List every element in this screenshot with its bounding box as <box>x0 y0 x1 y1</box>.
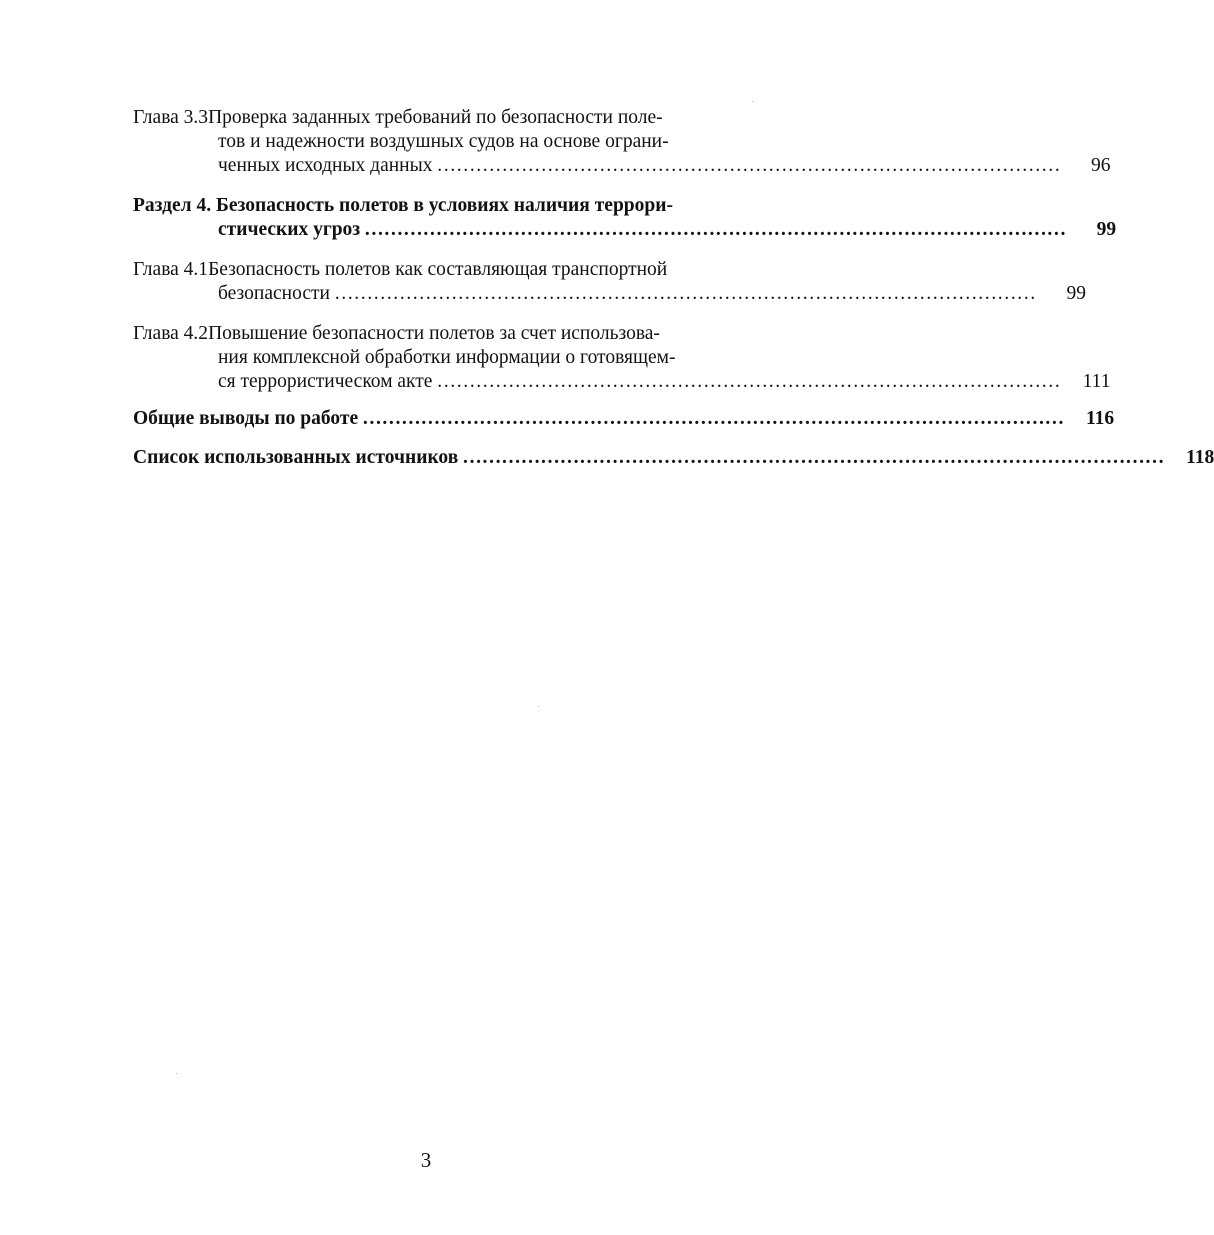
table-of-contents <box>133 106 1214 470</box>
scan-speck <box>752 101 753 102</box>
toc-leader-dots: ……………………………………………………………………………………………… <box>333 283 1036 304</box>
toc-entry-line: Проверка заданных требований по безопасности поле- <box>208 107 663 128</box>
toc-entry-prefix: Глава 3.3 <box>133 107 209 128</box>
page-number: 3 <box>420 1148 432 1172</box>
toc-page-number: 116 <box>1085 408 1115 429</box>
toc-entry-line: Общие выводы по работе <box>133 408 359 429</box>
toc-page-number: 99 <box>1066 283 1086 304</box>
toc-page-number: 111 <box>1082 371 1111 392</box>
toc-entry-line: Список использованных источников <box>133 447 459 468</box>
toc-entry-line: ся террористическом акте <box>218 371 433 392</box>
toc-entry-line: ченных исходных данных <box>218 155 433 176</box>
scan-speck <box>538 706 539 707</box>
toc-entry-chapter-4-1[interactable] <box>133 258 1086 306</box>
toc-entry-section-4[interactable] <box>133 194 1117 242</box>
toc-page-number: 99 <box>1096 219 1117 240</box>
toc-entry-prefix: Глава 4.2 <box>133 323 209 344</box>
toc-entry-chapter-3-3[interactable] <box>133 106 1111 178</box>
toc-entry-references[interactable] <box>133 446 1214 470</box>
toc-entry-line: стических угроз <box>218 219 361 240</box>
toc-leader-dots: …………………………………………………………………………………… <box>436 371 1061 392</box>
toc-entry-chapter-4-2[interactable] <box>133 322 1111 394</box>
toc-entry-line: безопасности <box>218 283 330 304</box>
scan-speck <box>176 1073 177 1074</box>
toc-entry-line: тов и надежности воздушных судов на основе ограни- <box>218 131 669 152</box>
toc-entry-conclusions[interactable] <box>133 407 1115 431</box>
toc-page-number: 96 <box>1090 155 1111 176</box>
toc-leader-dots: ……………………………………………………………………………………………… <box>364 219 1067 240</box>
toc-leader-dots: ……………………………………………………………………………………………… <box>462 447 1165 468</box>
toc-leader-dots: ……………………………………………………………………………………………… <box>362 408 1065 429</box>
toc-leader-dots: …………………………………………………………………………………… <box>436 155 1061 176</box>
toc-entry-line: Безопасность полетов как составляющая транспортной <box>208 259 668 280</box>
toc-entry-line: ния комплексной обработки информации о готовящем- <box>218 347 676 368</box>
toc-entry-prefix: Глава 4.1 <box>133 259 209 280</box>
toc-page-number: 118 <box>1186 447 1214 468</box>
toc-entry-line: Раздел 4. Безопасность полетов в условиях наличия террори- <box>133 195 673 216</box>
toc-entry-line: Повышение безопасности полетов за счет использова- <box>208 323 660 344</box>
